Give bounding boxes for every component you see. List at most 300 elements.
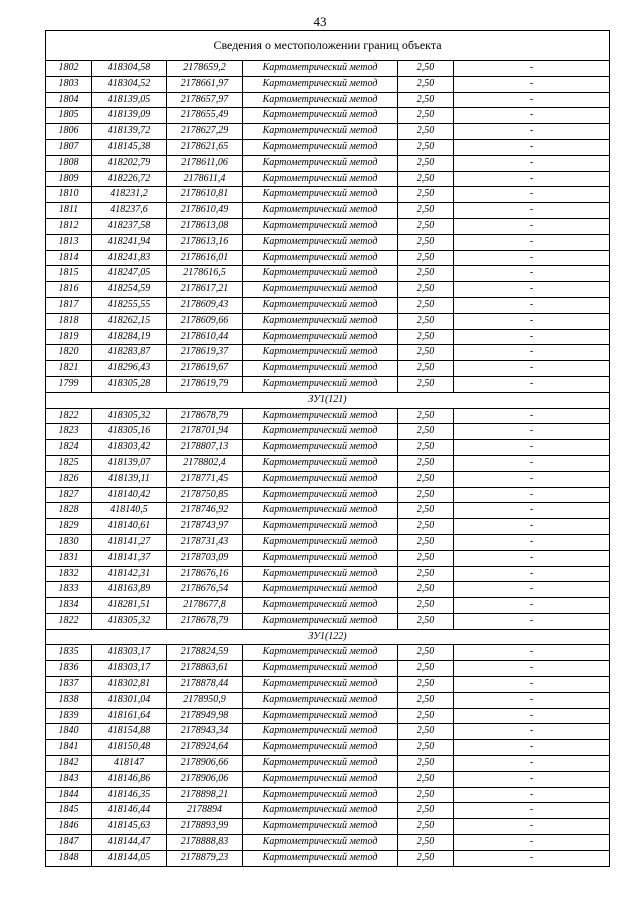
description-cell: -: [454, 282, 610, 298]
accuracy-cell: 2,50: [398, 408, 454, 424]
accuracy-cell: 2,50: [398, 803, 454, 819]
x-coordinate-cell: 418237,6: [92, 203, 167, 219]
point-number-cell: 1816: [46, 282, 92, 298]
point-number-cell: 1814: [46, 250, 92, 266]
y-coordinate-cell: 2178893,99: [167, 819, 243, 835]
accuracy-cell: 2,50: [398, 566, 454, 582]
x-coordinate-cell: 418146,35: [92, 787, 167, 803]
method-cell: Картометрический метод: [243, 376, 398, 392]
point-number-cell: 1817: [46, 297, 92, 313]
x-coordinate-cell: 418303,17: [92, 645, 167, 661]
x-coordinate-cell: 418140,5: [92, 503, 167, 519]
y-coordinate-cell: 2178743,97: [167, 519, 243, 535]
accuracy-cell: 2,50: [398, 108, 454, 124]
table-row: [46, 203, 610, 219]
method-cell: Картометрический метод: [243, 361, 398, 377]
x-coordinate-cell: 418141,27: [92, 534, 167, 550]
method-cell: Картометрический метод: [243, 234, 398, 250]
table-row: [46, 234, 610, 250]
boundary-coordinates-table: [45, 30, 610, 867]
accuracy-cell: 2,50: [398, 345, 454, 361]
x-coordinate-cell: 418283,87: [92, 345, 167, 361]
method-cell: Картометрический метод: [243, 850, 398, 866]
description-cell: -: [454, 297, 610, 313]
table-row: [46, 124, 610, 140]
accuracy-cell: 2,50: [398, 487, 454, 503]
method-cell: Картометрический метод: [243, 487, 398, 503]
x-coordinate-cell: 418241,83: [92, 250, 167, 266]
accuracy-cell: 2,50: [398, 677, 454, 693]
y-coordinate-cell: 2178888,83: [167, 835, 243, 851]
y-coordinate-cell: 2178949,98: [167, 708, 243, 724]
x-coordinate-cell: 418144,05: [92, 850, 167, 866]
method-cell: Картометрический метод: [243, 297, 398, 313]
x-coordinate-cell: 418304,58: [92, 61, 167, 77]
x-coordinate-cell: 418304,52: [92, 76, 167, 92]
y-coordinate-cell: 2178616,01: [167, 250, 243, 266]
method-cell: Картометрический метод: [243, 550, 398, 566]
x-coordinate-cell: 418147: [92, 756, 167, 772]
description-cell: -: [454, 756, 610, 772]
accuracy-cell: 2,50: [398, 92, 454, 108]
point-number-cell: 1838: [46, 692, 92, 708]
table-row: [46, 155, 610, 171]
y-coordinate-cell: 2178802,4: [167, 455, 243, 471]
table-row: [46, 171, 610, 187]
y-coordinate-cell: 2178824,59: [167, 645, 243, 661]
accuracy-cell: 2,50: [398, 503, 454, 519]
point-number-cell: 1819: [46, 329, 92, 345]
x-coordinate-cell: 418142,31: [92, 566, 167, 582]
table-row: [46, 440, 610, 456]
method-cell: Картометрический метод: [243, 171, 398, 187]
y-coordinate-cell: 2178701,94: [167, 424, 243, 440]
y-coordinate-cell: 2178878,44: [167, 677, 243, 693]
accuracy-cell: 2,50: [398, 519, 454, 535]
method-cell: Картометрический метод: [243, 677, 398, 693]
accuracy-cell: 2,50: [398, 708, 454, 724]
description-cell: -: [454, 345, 610, 361]
method-cell: Картометрический метод: [243, 661, 398, 677]
point-number-cell: 1823: [46, 424, 92, 440]
table-row: [46, 361, 610, 377]
method-cell: Картометрический метод: [243, 139, 398, 155]
section-label: ЗУ1(121): [46, 392, 610, 408]
accuracy-cell: 2,50: [398, 471, 454, 487]
table-row: [46, 803, 610, 819]
accuracy-cell: 2,50: [398, 455, 454, 471]
accuracy-cell: 2,50: [398, 598, 454, 614]
point-number-cell: 1839: [46, 708, 92, 724]
y-coordinate-cell: 2178616,5: [167, 266, 243, 282]
description-cell: -: [454, 61, 610, 77]
x-coordinate-cell: 418231,2: [92, 187, 167, 203]
point-number-cell: 1822: [46, 613, 92, 629]
method-cell: Картометрический метод: [243, 187, 398, 203]
x-coordinate-cell: 418161,64: [92, 708, 167, 724]
table-row: [46, 787, 610, 803]
description-cell: -: [454, 313, 610, 329]
y-coordinate-cell: 2178731,43: [167, 534, 243, 550]
point-number-cell: 1818: [46, 313, 92, 329]
x-coordinate-cell: 418303,17: [92, 661, 167, 677]
method-cell: Картометрический метод: [243, 534, 398, 550]
table-row: [46, 850, 610, 866]
description-cell: -: [454, 835, 610, 851]
description-cell: -: [454, 803, 610, 819]
table-row: [46, 424, 610, 440]
description-cell: -: [454, 534, 610, 550]
point-number-cell: 1804: [46, 92, 92, 108]
point-number-cell: 1803: [46, 76, 92, 92]
accuracy-cell: 2,50: [398, 250, 454, 266]
accuracy-cell: 2,50: [398, 361, 454, 377]
y-coordinate-cell: 2178746,92: [167, 503, 243, 519]
method-cell: Картометрический метод: [243, 266, 398, 282]
method-cell: Картометрический метод: [243, 613, 398, 629]
x-coordinate-cell: 418255,55: [92, 297, 167, 313]
y-coordinate-cell: 2178609,43: [167, 297, 243, 313]
description-cell: -: [454, 218, 610, 234]
table-row: [46, 108, 610, 124]
method-cell: Картометрический метод: [243, 819, 398, 835]
description-cell: -: [454, 203, 610, 219]
y-coordinate-cell: 2178610,49: [167, 203, 243, 219]
section-label: ЗУ1(122): [46, 629, 610, 645]
method-cell: Картометрический метод: [243, 329, 398, 345]
table-row: [46, 503, 610, 519]
description-cell: -: [454, 408, 610, 424]
accuracy-cell: 2,50: [398, 218, 454, 234]
table-row: [46, 61, 610, 77]
x-coordinate-cell: 418140,42: [92, 487, 167, 503]
accuracy-cell: 2,50: [398, 297, 454, 313]
x-coordinate-cell: 418139,07: [92, 455, 167, 471]
accuracy-cell: 2,50: [398, 234, 454, 250]
table-row: [46, 266, 610, 282]
point-number-cell: 1802: [46, 61, 92, 77]
description-cell: -: [454, 598, 610, 614]
method-cell: Картометрический метод: [243, 771, 398, 787]
y-coordinate-cell: 2178894: [167, 803, 243, 819]
point-number-cell: 1815: [46, 266, 92, 282]
table-row: [46, 550, 610, 566]
method-cell: Картометрический метод: [243, 440, 398, 456]
accuracy-cell: 2,50: [398, 376, 454, 392]
point-number-cell: 1835: [46, 645, 92, 661]
description-cell: -: [454, 266, 610, 282]
description-cell: -: [454, 139, 610, 155]
accuracy-cell: 2,50: [398, 76, 454, 92]
method-cell: Картометрический метод: [243, 566, 398, 582]
y-coordinate-cell: 2178703,09: [167, 550, 243, 566]
x-coordinate-cell: 418139,05: [92, 92, 167, 108]
method-cell: Картометрический метод: [243, 471, 398, 487]
x-coordinate-cell: 418301,04: [92, 692, 167, 708]
point-number-cell: 1836: [46, 661, 92, 677]
table-row: [46, 187, 610, 203]
y-coordinate-cell: 2178611,4: [167, 171, 243, 187]
method-cell: Картометрический метод: [243, 803, 398, 819]
y-coordinate-cell: 2178863,61: [167, 661, 243, 677]
accuracy-cell: 2,50: [398, 661, 454, 677]
point-number-cell: 1841: [46, 740, 92, 756]
accuracy-cell: 2,50: [398, 550, 454, 566]
accuracy-cell: 2,50: [398, 835, 454, 851]
description-cell: -: [454, 440, 610, 456]
x-coordinate-cell: 418150,48: [92, 740, 167, 756]
x-coordinate-cell: 418284,19: [92, 329, 167, 345]
accuracy-cell: 2,50: [398, 850, 454, 866]
x-coordinate-cell: 418241,94: [92, 234, 167, 250]
table-row: [46, 661, 610, 677]
point-number-cell: 1805: [46, 108, 92, 124]
description-cell: -: [454, 550, 610, 566]
table-body: [46, 31, 610, 867]
description-cell: -: [454, 155, 610, 171]
description-cell: -: [454, 645, 610, 661]
point-number-cell: 1813: [46, 234, 92, 250]
y-coordinate-cell: 2178657,97: [167, 92, 243, 108]
method-cell: Картометрический метод: [243, 92, 398, 108]
description-cell: -: [454, 424, 610, 440]
description-cell: -: [454, 171, 610, 187]
y-coordinate-cell: 2178617,21: [167, 282, 243, 298]
table-row: [46, 835, 610, 851]
method-cell: Картометрический метод: [243, 645, 398, 661]
accuracy-cell: 2,50: [398, 313, 454, 329]
y-coordinate-cell: 2178906,66: [167, 756, 243, 772]
table-row: [46, 582, 610, 598]
accuracy-cell: 2,50: [398, 61, 454, 77]
y-coordinate-cell: 2178619,79: [167, 376, 243, 392]
method-cell: Картометрический метод: [243, 455, 398, 471]
description-cell: -: [454, 613, 610, 629]
y-coordinate-cell: 2178613,08: [167, 218, 243, 234]
y-coordinate-cell: 2178627,29: [167, 124, 243, 140]
accuracy-cell: 2,50: [398, 771, 454, 787]
x-coordinate-cell: 418262,15: [92, 313, 167, 329]
point-number-cell: 1811: [46, 203, 92, 219]
method-cell: Картометрический метод: [243, 61, 398, 77]
x-coordinate-cell: 418237,58: [92, 218, 167, 234]
point-number-cell: 1837: [46, 677, 92, 693]
description-cell: -: [454, 740, 610, 756]
method-cell: Картометрический метод: [243, 124, 398, 140]
y-coordinate-cell: 2178676,16: [167, 566, 243, 582]
method-cell: Картометрический метод: [243, 756, 398, 772]
y-coordinate-cell: 2178943,34: [167, 724, 243, 740]
y-coordinate-cell: 2178898,21: [167, 787, 243, 803]
y-coordinate-cell: 2178676,54: [167, 582, 243, 598]
description-cell: -: [454, 819, 610, 835]
description-cell: -: [454, 471, 610, 487]
table-row: [46, 76, 610, 92]
x-coordinate-cell: 418254,59: [92, 282, 167, 298]
x-coordinate-cell: 418154,88: [92, 724, 167, 740]
description-cell: -: [454, 724, 610, 740]
accuracy-cell: 2,50: [398, 740, 454, 756]
method-cell: Картометрический метод: [243, 519, 398, 535]
description-cell: -: [454, 76, 610, 92]
y-coordinate-cell: 2178950,9: [167, 692, 243, 708]
table-row: [46, 708, 610, 724]
y-coordinate-cell: 2178619,37: [167, 345, 243, 361]
y-coordinate-cell: 2178750,85: [167, 487, 243, 503]
description-cell: -: [454, 787, 610, 803]
x-coordinate-cell: 418247,05: [92, 266, 167, 282]
table-row: [46, 613, 610, 629]
point-number-cell: 1806: [46, 124, 92, 140]
table-row: [46, 250, 610, 266]
description-cell: -: [454, 487, 610, 503]
accuracy-cell: 2,50: [398, 819, 454, 835]
x-coordinate-cell: 418139,09: [92, 108, 167, 124]
x-coordinate-cell: 418305,32: [92, 613, 167, 629]
x-coordinate-cell: 418139,72: [92, 124, 167, 140]
point-number-cell: 1834: [46, 598, 92, 614]
table-row: [46, 645, 610, 661]
point-number-cell: 1827: [46, 487, 92, 503]
x-coordinate-cell: 418146,86: [92, 771, 167, 787]
description-cell: -: [454, 108, 610, 124]
page-number: 43: [313, 14, 327, 29]
accuracy-cell: 2,50: [398, 534, 454, 550]
point-number-cell: 1824: [46, 440, 92, 456]
y-coordinate-cell: 2178619,67: [167, 361, 243, 377]
accuracy-cell: 2,50: [398, 440, 454, 456]
y-coordinate-cell: 2178678,79: [167, 408, 243, 424]
table-row: [46, 376, 610, 392]
x-coordinate-cell: 418302,81: [92, 677, 167, 693]
y-coordinate-cell: 2178678,79: [167, 613, 243, 629]
y-coordinate-cell: 2178621,65: [167, 139, 243, 155]
method-cell: Картометрический метод: [243, 218, 398, 234]
description-cell: -: [454, 124, 610, 140]
description-cell: -: [454, 455, 610, 471]
point-number-cell: 1828: [46, 503, 92, 519]
x-coordinate-cell: 418141,37: [92, 550, 167, 566]
method-cell: Картометрический метод: [243, 108, 398, 124]
y-coordinate-cell: 2178610,81: [167, 187, 243, 203]
table-row: [46, 455, 610, 471]
accuracy-cell: 2,50: [398, 171, 454, 187]
table-row: [46, 313, 610, 329]
accuracy-cell: 2,50: [398, 155, 454, 171]
table-row: [46, 724, 610, 740]
accuracy-cell: 2,50: [398, 724, 454, 740]
table-row: [46, 329, 610, 345]
point-number-cell: 1830: [46, 534, 92, 550]
table-row: [46, 566, 610, 582]
point-number-cell: 1825: [46, 455, 92, 471]
method-cell: Картометрический метод: [243, 155, 398, 171]
method-cell: Картометрический метод: [243, 313, 398, 329]
y-coordinate-cell: 2178924,64: [167, 740, 243, 756]
y-coordinate-cell: 2178879,23: [167, 850, 243, 866]
x-coordinate-cell: 418296,43: [92, 361, 167, 377]
accuracy-cell: 2,50: [398, 756, 454, 772]
y-coordinate-cell: 2178609,66: [167, 313, 243, 329]
description-cell: -: [454, 582, 610, 598]
accuracy-cell: 2,50: [398, 139, 454, 155]
x-coordinate-cell: 418202,79: [92, 155, 167, 171]
accuracy-cell: 2,50: [398, 613, 454, 629]
table-row: [46, 345, 610, 361]
method-cell: Картометрический метод: [243, 598, 398, 614]
description-cell: -: [454, 850, 610, 866]
y-coordinate-cell: 2178771,45: [167, 471, 243, 487]
table-row: [46, 519, 610, 535]
point-number-cell: 1831: [46, 550, 92, 566]
description-cell: -: [454, 519, 610, 535]
method-cell: Картометрический метод: [243, 835, 398, 851]
table-row: [46, 139, 610, 155]
point-number-cell: 1822: [46, 408, 92, 424]
table-row: [46, 282, 610, 298]
point-number-cell: 1848: [46, 850, 92, 866]
x-coordinate-cell: 418305,16: [92, 424, 167, 440]
table-row: [46, 771, 610, 787]
table-row: [46, 471, 610, 487]
x-coordinate-cell: 418145,63: [92, 819, 167, 835]
method-cell: Картометрический метод: [243, 708, 398, 724]
description-cell: -: [454, 187, 610, 203]
point-number-cell: 1810: [46, 187, 92, 203]
x-coordinate-cell: 418145,38: [92, 139, 167, 155]
point-number-cell: 1809: [46, 171, 92, 187]
method-cell: Картометрический метод: [243, 250, 398, 266]
section-row: [46, 392, 610, 408]
point-number-cell: 1846: [46, 819, 92, 835]
x-coordinate-cell: 418305,28: [92, 376, 167, 392]
accuracy-cell: 2,50: [398, 424, 454, 440]
y-coordinate-cell: 2178613,16: [167, 234, 243, 250]
table-row: [46, 92, 610, 108]
y-coordinate-cell: 2178655,49: [167, 108, 243, 124]
accuracy-cell: 2,50: [398, 187, 454, 203]
method-cell: Картометрический метод: [243, 424, 398, 440]
point-number-cell: 1832: [46, 566, 92, 582]
method-cell: Картометрический метод: [243, 503, 398, 519]
accuracy-cell: 2,50: [398, 329, 454, 345]
point-number-cell: 1821: [46, 361, 92, 377]
point-number-cell: 1847: [46, 835, 92, 851]
table-row: [46, 692, 610, 708]
accuracy-cell: 2,50: [398, 282, 454, 298]
description-cell: -: [454, 92, 610, 108]
section-row: [46, 629, 610, 645]
accuracy-cell: 2,50: [398, 692, 454, 708]
point-number-cell: 1845: [46, 803, 92, 819]
point-number-cell: 1808: [46, 155, 92, 171]
y-coordinate-cell: 2178610,44: [167, 329, 243, 345]
description-cell: -: [454, 566, 610, 582]
accuracy-cell: 2,50: [398, 787, 454, 803]
point-number-cell: 1833: [46, 582, 92, 598]
accuracy-cell: 2,50: [398, 582, 454, 598]
method-cell: Картометрический метод: [243, 408, 398, 424]
x-coordinate-cell: 418303,42: [92, 440, 167, 456]
table-row: [46, 756, 610, 772]
point-number-cell: 1843: [46, 771, 92, 787]
description-cell: -: [454, 329, 610, 345]
description-cell: -: [454, 661, 610, 677]
table-row: [46, 534, 610, 550]
table-row: [46, 598, 610, 614]
y-coordinate-cell: 2178807,13: [167, 440, 243, 456]
point-number-cell: 1829: [46, 519, 92, 535]
